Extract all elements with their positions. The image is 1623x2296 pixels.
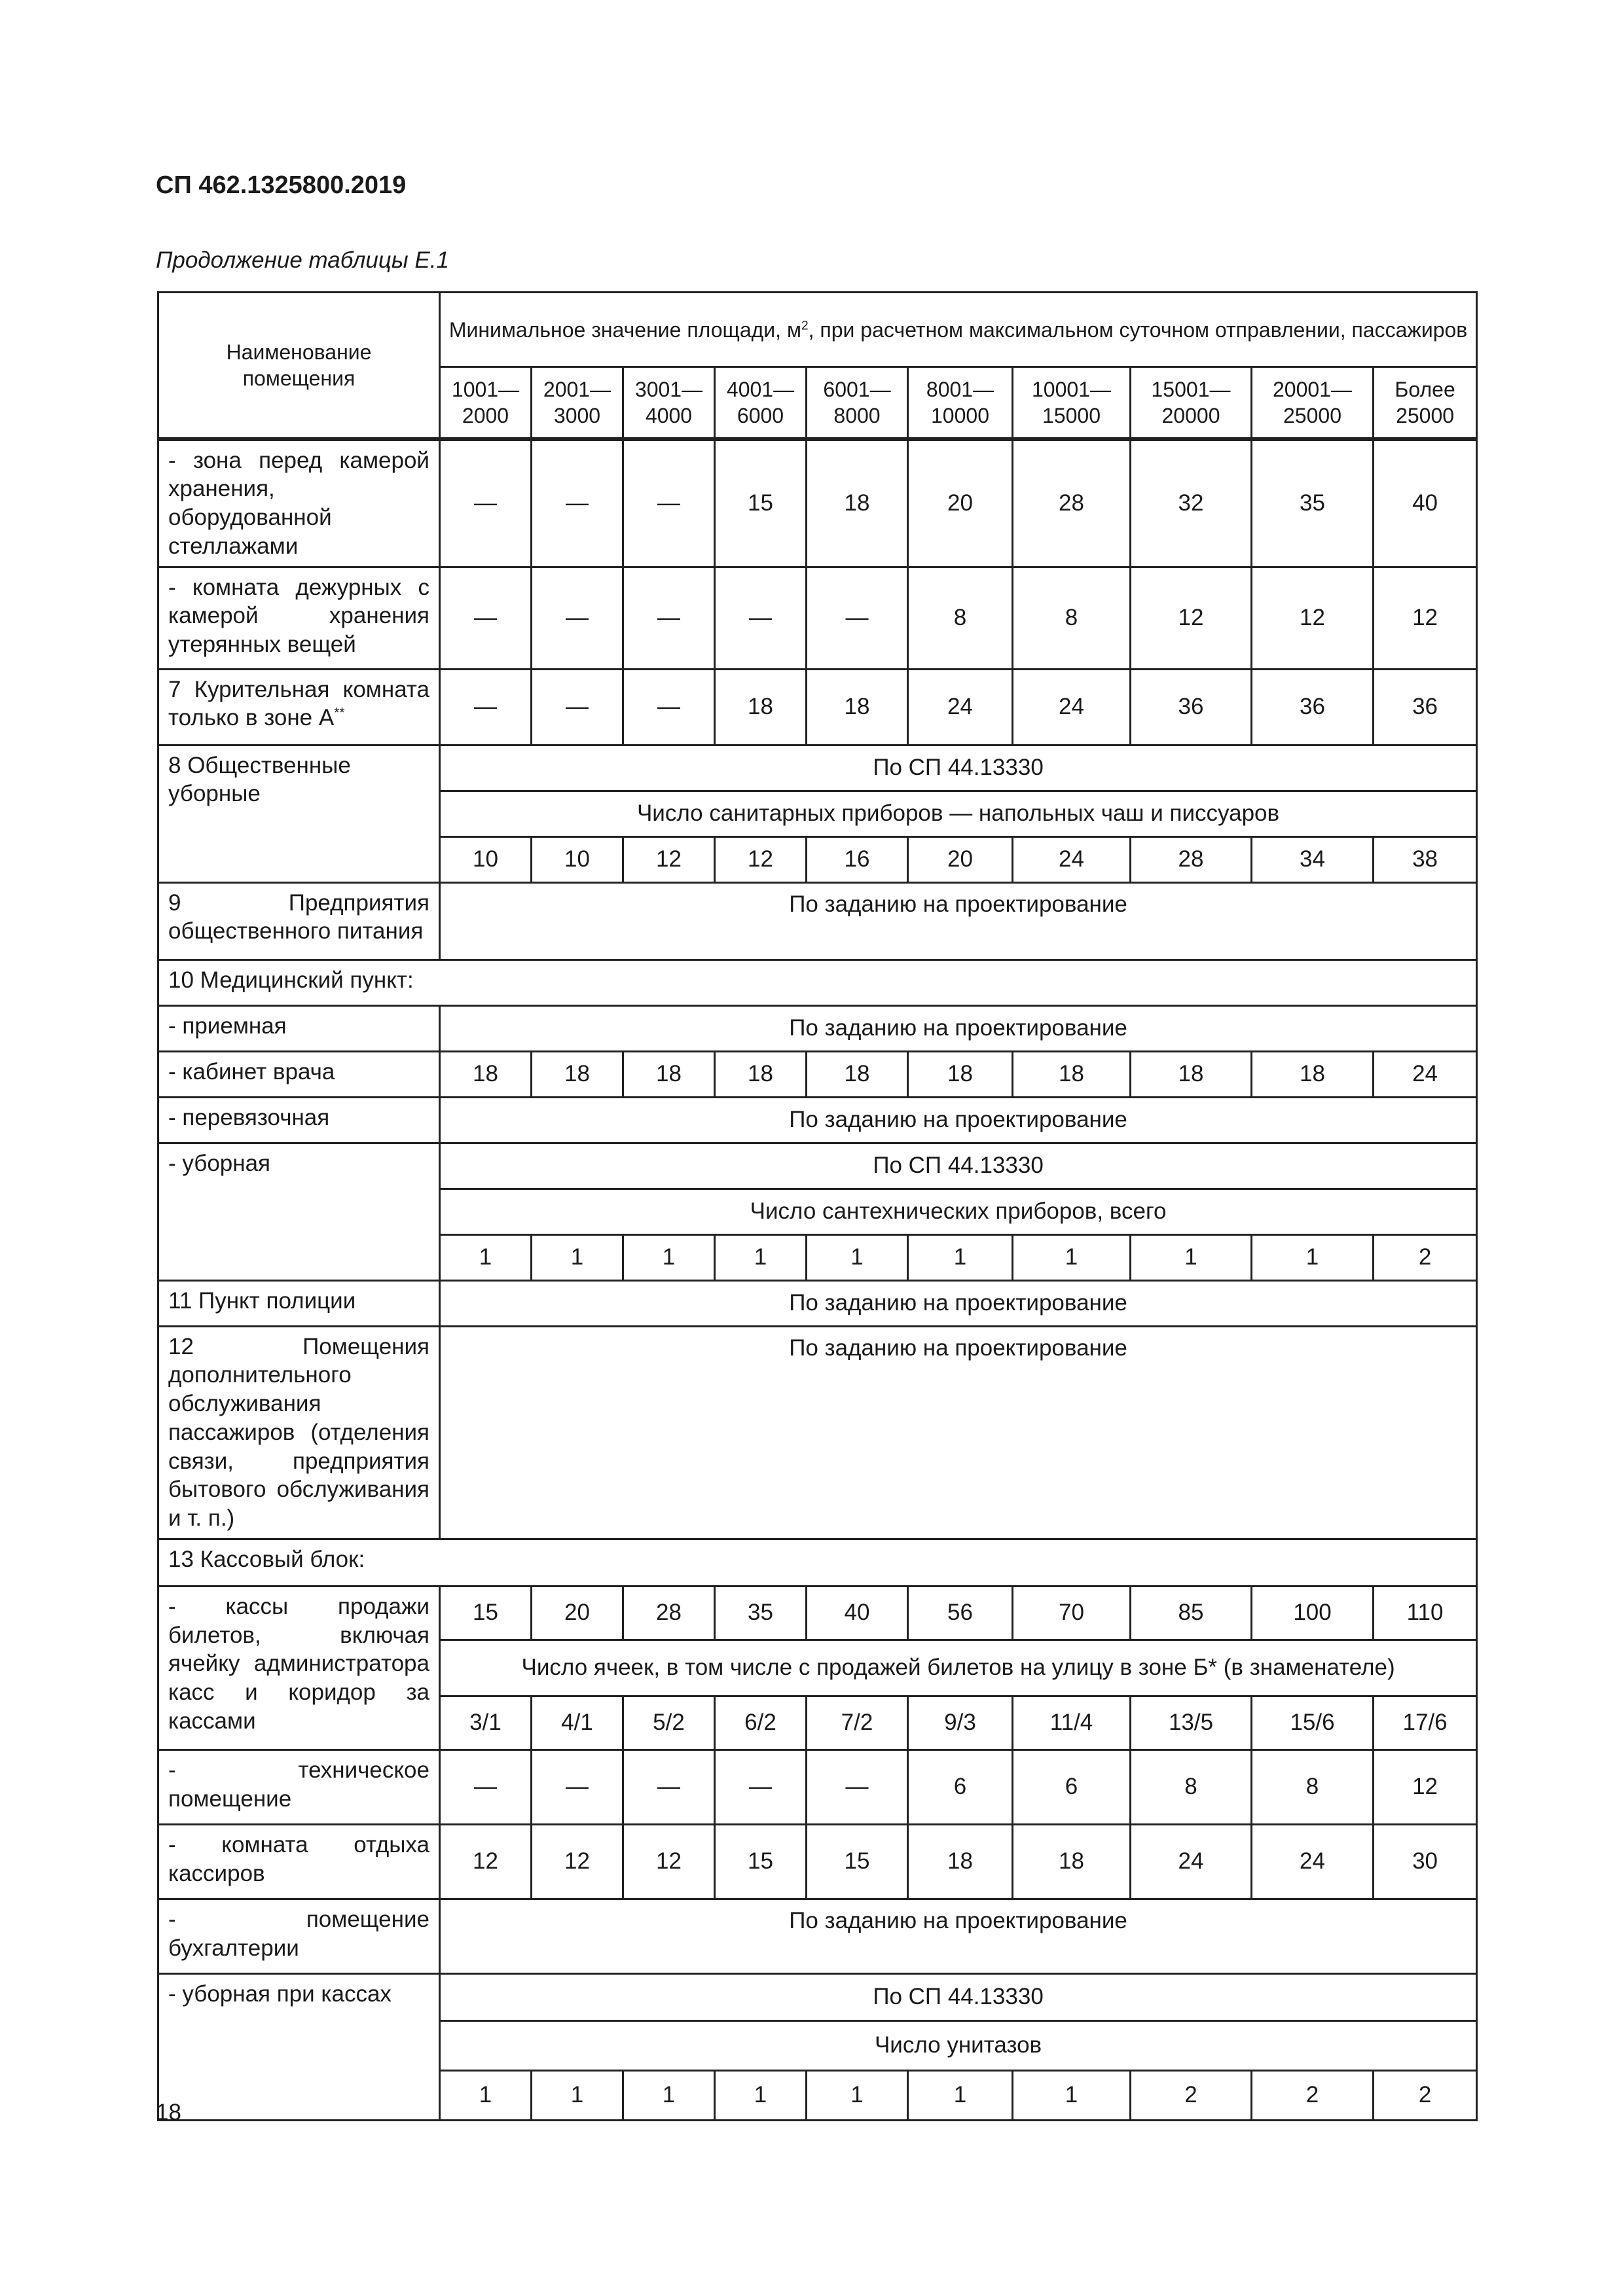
value-cell: 17/6 [1374, 1696, 1477, 1749]
value-cell: 1 [807, 2070, 908, 2120]
value-cell: 15 [715, 439, 807, 567]
value-cell: 18 [1252, 1051, 1374, 1097]
row-name: - кассы продажи билетов, включая ячейку администратора касс и коридор за кассами [158, 1586, 440, 1749]
value-cell: — [715, 1749, 807, 1824]
value-cell: 10 [440, 836, 532, 882]
note-cell: По СП 44.13330 [440, 1143, 1477, 1189]
value-cell: 20 [908, 439, 1013, 567]
value-cell: 1 [908, 1234, 1013, 1280]
value-cell: 6/2 [715, 1696, 807, 1749]
value-cell: 12 [623, 836, 715, 882]
value-cell: 2 [1374, 2070, 1477, 2120]
value-cell: — [532, 1749, 623, 1824]
row-name: - перевязочная [158, 1097, 440, 1143]
row-name: - уборная [158, 1143, 440, 1280]
value-cell: 12 [1374, 567, 1477, 669]
note-cell: Число сантехнических приборов, всего [440, 1189, 1477, 1234]
note-cell: По заданию на проектирование [440, 882, 1477, 960]
page-number: 18 [156, 2100, 181, 2125]
value-cell: 24 [908, 669, 1013, 745]
row-name: - зона перед камерой хранения, оборудованной стеллажами [158, 439, 440, 567]
note-cell: По СП 44.13330 [440, 745, 1477, 791]
value-cell: 1 [1252, 1234, 1374, 1280]
value-cell: 32 [1131, 439, 1252, 567]
table-caption: Продолжение таблицы Е.1 [156, 247, 449, 273]
row-name: 12 Помещения дополнительного обслуживания пассажиров (отделения связи, предприятия бытового обслуживания и т. п.) [158, 1326, 440, 1539]
note-cell: Число санитарных приборов — напольных чаш и писсуаров [440, 791, 1477, 836]
value-cell: 56 [908, 1586, 1013, 1640]
value-cell: 2 [1131, 2070, 1252, 2120]
value-cell: — [532, 567, 623, 669]
header-range: 1001— 2000 [440, 367, 532, 439]
value-cell: 8 [1252, 1749, 1374, 1824]
header-range: 6001— 8000 [807, 367, 908, 439]
value-cell: 2 [1252, 2070, 1374, 2120]
value-cell: 3/1 [440, 1696, 532, 1749]
row-name: - помещение бухгалтерии [158, 1899, 440, 1973]
value-cell: 6 [1013, 1749, 1131, 1824]
room-area-table [157, 291, 1478, 2121]
row-name: - приемная [158, 1005, 440, 1051]
value-cell: 12 [715, 836, 807, 882]
section-heading: 10 Медицинский пункт: [158, 960, 1477, 1005]
value-cell: 1 [715, 1234, 807, 1280]
table-row [158, 1097, 1477, 1143]
value-cell: — [440, 669, 532, 745]
value-cell: 1 [715, 2070, 807, 2120]
value-cell: 20 [532, 1586, 623, 1640]
value-cell: 6 [908, 1749, 1013, 1824]
value-cell: 1 [532, 1234, 623, 1280]
row-name: 11 Пункт полиции [158, 1280, 440, 1326]
value-cell: 35 [1252, 439, 1374, 567]
value-cell: 12 [623, 1824, 715, 1899]
header-range: 15001— 20000 [1131, 367, 1252, 439]
value-cell: 7/2 [807, 1696, 908, 1749]
value-cell: — [440, 567, 532, 669]
value-cell: — [623, 439, 715, 567]
value-cell: 36 [1252, 669, 1374, 745]
value-cell: — [807, 1749, 908, 1824]
value-cell: — [623, 669, 715, 745]
header-name-column: Наименование помещения [158, 293, 440, 439]
table-row [158, 1143, 1477, 1189]
value-cell: 30 [1374, 1824, 1477, 1899]
value-cell: 1 [440, 1234, 532, 1280]
value-cell: 18 [715, 669, 807, 745]
table-row [158, 1005, 1477, 1051]
header-range: 20001— 25000 [1252, 367, 1374, 439]
section-heading: 13 Кассовый блок: [158, 1539, 1477, 1586]
table-row [158, 882, 1477, 960]
value-cell: 18 [1013, 1824, 1131, 1899]
table-row [158, 1824, 1477, 1899]
note-cell: Число ячеек, в том числе с продажей билетов на улицу в зоне Б* (в знаменателе) [440, 1640, 1477, 1696]
table-row [158, 1973, 1477, 2020]
value-cell: 40 [807, 1586, 908, 1640]
header-range: 3001— 4000 [623, 367, 715, 439]
value-cell: 15 [807, 1824, 908, 1899]
value-cell: — [715, 567, 807, 669]
row-name: 7 Курительная комната только в зоне А** [158, 669, 440, 745]
value-cell: 12 [440, 1824, 532, 1899]
value-cell: 18 [1013, 1051, 1131, 1097]
value-cell: 18 [807, 1051, 908, 1097]
value-cell: 8 [908, 567, 1013, 669]
value-cell: 36 [1374, 669, 1477, 745]
note-cell: По заданию на проектирование [440, 1097, 1477, 1143]
note-cell: По заданию на проектирование [440, 1899, 1477, 1973]
value-cell: — [623, 567, 715, 669]
value-cell: 18 [623, 1051, 715, 1097]
table-row [158, 1326, 1477, 1539]
value-cell: 85 [1131, 1586, 1252, 1640]
value-cell: 9/3 [908, 1696, 1013, 1749]
value-cell: 12 [532, 1824, 623, 1899]
value-cell: 28 [1131, 836, 1252, 882]
value-cell: 12 [1131, 567, 1252, 669]
value-cell: 110 [1374, 1586, 1477, 1640]
row-name: - комната дежурных с камерой хранения утерянных вещей [158, 567, 440, 669]
value-cell: — [623, 1749, 715, 1824]
value-cell: 34 [1252, 836, 1374, 882]
value-cell: — [532, 439, 623, 567]
table-row [158, 1586, 1477, 1640]
value-cell: 38 [1374, 836, 1477, 882]
table-row [158, 669, 1477, 745]
row-name: - комната отдыха кассиров [158, 1824, 440, 1899]
value-cell: 1 [623, 2070, 715, 2120]
note-cell: По СП 44.13330 [440, 1973, 1477, 2020]
table-row [158, 1749, 1477, 1824]
value-cell: 70 [1013, 1586, 1131, 1640]
row-name: 8 Общественные уборные [158, 745, 440, 882]
table-row [158, 1899, 1477, 1973]
value-cell: 1 [908, 2070, 1013, 2120]
value-cell: 2 [1374, 1234, 1477, 1280]
value-cell: 35 [715, 1586, 807, 1640]
value-cell: 8 [1131, 1749, 1252, 1824]
value-cell: 1 [623, 1234, 715, 1280]
value-cell: 24 [1252, 1824, 1374, 1899]
value-cell: 1 [1131, 1234, 1252, 1280]
value-cell: — [532, 669, 623, 745]
value-cell: 24 [1131, 1824, 1252, 1899]
value-cell: 24 [1013, 836, 1131, 882]
table-row [158, 567, 1477, 669]
value-cell: 24 [1374, 1051, 1477, 1097]
note-cell: По заданию на проектирование [440, 1005, 1477, 1051]
value-cell: 20 [908, 836, 1013, 882]
value-cell: 12 [1252, 567, 1374, 669]
value-cell: 18 [807, 669, 908, 745]
value-cell: 18 [440, 1051, 532, 1097]
value-cell: 12 [1374, 1749, 1477, 1824]
table-row [158, 1539, 1477, 1586]
header-range: 2001— 3000 [532, 367, 623, 439]
value-cell: 1 [532, 2070, 623, 2120]
value-cell: 11/4 [1013, 1696, 1131, 1749]
value-cell: 40 [1374, 439, 1477, 567]
value-cell: 18 [807, 439, 908, 567]
value-cell: 18 [715, 1051, 807, 1097]
header-range: 10001— 15000 [1013, 367, 1131, 439]
value-cell: — [807, 567, 908, 669]
note-cell: По заданию на проектирование [440, 1326, 1477, 1539]
table-row [158, 960, 1477, 1005]
value-cell: 1 [1013, 1234, 1131, 1280]
note-cell: Число унитазов [440, 2020, 1477, 2070]
value-cell: 1 [1013, 2070, 1131, 2120]
value-cell: 13/5 [1131, 1696, 1252, 1749]
value-cell: — [440, 439, 532, 567]
value-cell: 10 [532, 836, 623, 882]
value-cell: 15 [715, 1824, 807, 1899]
value-cell: 1 [807, 1234, 908, 1280]
value-cell: 18 [908, 1824, 1013, 1899]
value-cell: 100 [1252, 1586, 1374, 1640]
value-cell: 24 [1013, 669, 1131, 745]
row-name: - кабинет врача [158, 1051, 440, 1097]
row-name: 9 Предприятия общественного питания [158, 882, 440, 960]
header-range: 4001— 6000 [715, 367, 807, 439]
header-range: Более 25000 [1374, 367, 1477, 439]
value-cell: — [440, 1749, 532, 1824]
value-cell: 28 [623, 1586, 715, 1640]
table-row [158, 439, 1477, 567]
value-cell: 16 [807, 836, 908, 882]
value-cell: 36 [1131, 669, 1252, 745]
row-name: - уборная при кассах [158, 1973, 440, 2120]
note-cell: По заданию на проектирование [440, 1280, 1477, 1326]
document-code: СП 462.1325800.2019 [156, 171, 407, 199]
table-row [158, 1280, 1477, 1326]
row-name: - техническое помещение [158, 1749, 440, 1824]
value-cell: 15/6 [1252, 1696, 1374, 1749]
value-cell: 18 [908, 1051, 1013, 1097]
value-cell: 5/2 [623, 1696, 715, 1749]
table-row [158, 745, 1477, 791]
value-cell: 8 [1013, 567, 1131, 669]
value-cell: 18 [1131, 1051, 1252, 1097]
header-area-title: Минимальное значение площади, $м^2$, при расчетном максимальном суточном отправлении, пассажиров [440, 293, 1477, 367]
table-row [158, 1051, 1477, 1097]
value-cell: 18 [532, 1051, 623, 1097]
value-cell: 4/1 [532, 1696, 623, 1749]
value-cell: 1 [440, 2070, 532, 2120]
header-range: 8001— 10000 [908, 367, 1013, 439]
value-cell: 28 [1013, 439, 1131, 567]
value-cell: 15 [440, 1586, 532, 1640]
